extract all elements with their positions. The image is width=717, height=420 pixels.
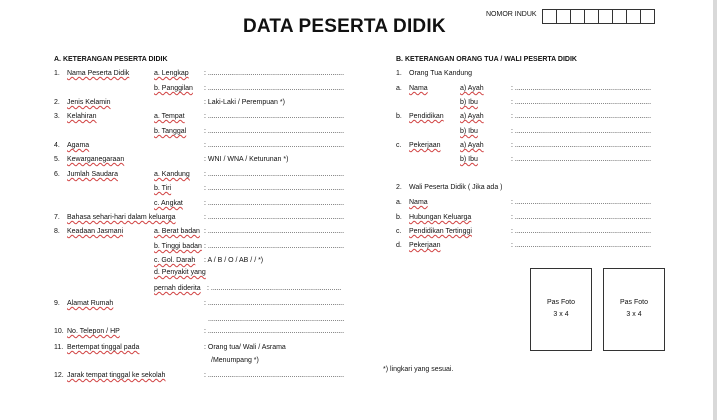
- row-number: b.: [396, 214, 402, 221]
- row-number: c.: [396, 228, 402, 235]
- field-label: Nama: [409, 199, 428, 206]
- section-b-parent-num: 1.: [396, 70, 402, 77]
- field-sublabel: a) Ayah: [460, 142, 484, 149]
- row-number: b.: [396, 113, 402, 120]
- photo-box: [603, 268, 665, 351]
- field-label: Alamat Rumah: [67, 300, 114, 307]
- field-sublabel: pernah diderita: [154, 285, 201, 292]
- field-value: : ......................................................................: [511, 242, 652, 249]
- field-value: : ......................................................................: [511, 113, 652, 120]
- field-sublabel: a. Berat badan: [154, 228, 200, 235]
- row-number: 12.: [54, 372, 64, 379]
- photo-box: [530, 268, 592, 351]
- field-value: : ......................................................................: [204, 300, 345, 307]
- field-value: : ......................................................................: [511, 214, 652, 221]
- page-title: DATA PESERTA DIDIK: [243, 16, 446, 37]
- field-value: : ......................................................................: [204, 185, 345, 192]
- field-label: Jenis Kelamin: [67, 99, 111, 106]
- field-value: : ......................................................................: [204, 228, 345, 235]
- field-value: : ......................................................................: [204, 142, 345, 149]
- field-value: : ......................................................................: [204, 113, 345, 120]
- field-sublabel: b) Ibu: [460, 156, 478, 163]
- row-number: 8.: [54, 228, 60, 235]
- field-value: : ......................................................................: [204, 70, 345, 77]
- field-sublabel: c. Angkat: [154, 200, 183, 207]
- field-value: /Menumpang *): [211, 357, 259, 364]
- section-b-heading: B. KETERANGAN ORANG TUA / WALI PESERTA DIDIK: [396, 56, 577, 63]
- field-label: Jumlah Saudara: [67, 171, 118, 178]
- field-sublabel: b. Tiri: [154, 185, 172, 192]
- field-value: : Orang tua/ Wali / Asrama: [204, 344, 286, 351]
- field-value: : ......................................................................: [204, 128, 345, 135]
- field-value: : ......................................................................: [511, 99, 652, 106]
- page-edge: [713, 0, 717, 420]
- field-sublabel: a. Kandung: [154, 171, 190, 178]
- field-label: Hubungan Keluarga: [409, 214, 472, 221]
- field-label: Agama: [67, 142, 90, 149]
- photo-label: Pas Foto: [546, 299, 575, 306]
- field-value: : ......................................................................: [204, 243, 345, 250]
- field-value: : ......................................................................: [511, 199, 652, 206]
- field-label: Kewarganegaraan: [67, 156, 125, 163]
- field-sublabel: b) Ibu: [460, 128, 478, 135]
- field-label: Pekerjaan: [409, 242, 441, 249]
- nomor-induk-boxes: [543, 9, 655, 24]
- field-sublabel: a) Ayah: [460, 113, 484, 120]
- field-label: Jarak tempat tinggal ke sekolah: [67, 372, 166, 379]
- row-number: 6.: [54, 171, 60, 178]
- field-value: : ......................................................................: [204, 171, 345, 178]
- field-sublabel: b. Tinggi badan: [154, 243, 202, 250]
- row-number: a.: [396, 85, 402, 92]
- field-sublabel: c. Gol. Darah: [154, 257, 196, 264]
- row-number: 7.: [54, 214, 60, 221]
- photo-size: 3 x 4: [553, 311, 569, 318]
- row-number: 1.: [54, 70, 60, 77]
- row-number: 2.: [54, 99, 60, 106]
- field-value: : A / B / O / AB / / *): [204, 257, 264, 264]
- nomor-induk-label: NOMOR INDUK: [486, 11, 537, 18]
- field-value: : ......................................................................: [511, 128, 652, 135]
- row-number: 11.: [54, 344, 64, 351]
- row-number: 5.: [54, 156, 60, 163]
- field-label: Bertempat tinggal pada: [67, 344, 140, 351]
- nomor-induk-box[interactable]: [570, 9, 585, 24]
- field-sublabel: d. Penyakit yang: [154, 269, 206, 276]
- footnote: *) lingkari yang sesuai.: [383, 366, 454, 373]
- nomor-induk-box[interactable]: [612, 9, 627, 24]
- row-number: d.: [396, 242, 402, 249]
- field-label: Pendidikan: [409, 113, 444, 120]
- field-value: : WNI / WNA / Keturunan *): [204, 156, 289, 163]
- field-label: Nama: [409, 85, 428, 92]
- field-label: Bahasa sehari-hari dalam keluarga: [67, 214, 176, 221]
- field-sublabel: b) Ibu: [460, 99, 478, 106]
- field-label: Keadaan Jasmani: [67, 228, 124, 235]
- section-a-heading: A. KETERANGAN PESERTA DIDIK: [54, 56, 168, 63]
- row-number: 10.: [54, 328, 64, 335]
- field-sublabel: a. Tempat: [154, 113, 185, 120]
- field-value: : ......................................................................: [204, 85, 345, 92]
- field-value: : Laki-Laki / Perempuan *): [204, 99, 285, 106]
- photo-label: Pas Foto: [619, 299, 648, 306]
- nomor-induk-box[interactable]: [640, 9, 655, 24]
- nomor-induk-box[interactable]: [626, 9, 641, 24]
- field-value: : ......................................................................: [511, 142, 652, 149]
- row-number: c.: [396, 142, 402, 149]
- field-sublabel: a) Ayah: [460, 85, 484, 92]
- nomor-induk-box[interactable]: [556, 9, 571, 24]
- row-number: 3.: [54, 113, 60, 120]
- section-b-parent-heading: Orang Tua Kandung: [409, 70, 473, 77]
- field-value: : ......................................................................: [204, 214, 345, 221]
- field-label: Pekerjaan: [409, 142, 441, 149]
- photo-size: 3 x 4: [626, 311, 642, 318]
- field-label: Nama Peserta Didik: [67, 70, 130, 77]
- field-label: No. Telepon / HP: [67, 328, 120, 335]
- row-number: 9.: [54, 300, 60, 307]
- field-label: Pendidikan Tertinggi: [409, 228, 472, 235]
- nomor-induk-box[interactable]: [598, 9, 613, 24]
- field-sublabel: b. Panggilan: [154, 85, 193, 92]
- field-value: : ......................................................................: [511, 85, 652, 92]
- nomor-induk-box[interactable]: [584, 9, 599, 24]
- field-sublabel: b. Tanggal: [154, 128, 187, 135]
- field-value: : ...................................................................: [207, 285, 342, 292]
- section-b-guardian-heading: Wali Peserta Didik ( Jika ada ): [409, 184, 503, 191]
- field-value: : ......................................................................: [511, 156, 652, 163]
- row-number: 4.: [54, 142, 60, 149]
- nomor-induk-box[interactable]: [542, 9, 557, 24]
- row-number: a.: [396, 199, 402, 206]
- field-value: ......................................................................: [208, 316, 345, 323]
- field-sublabel: a. Lengkap: [154, 70, 189, 77]
- field-label: Kelahiran: [67, 113, 97, 120]
- field-value: : ......................................................................: [204, 372, 345, 379]
- field-value: : ......................................................................: [204, 200, 345, 207]
- field-value: : ......................................................................: [511, 228, 652, 235]
- field-value: : ......................................................................: [204, 328, 345, 335]
- section-b-guardian-num: 2.: [396, 184, 402, 191]
